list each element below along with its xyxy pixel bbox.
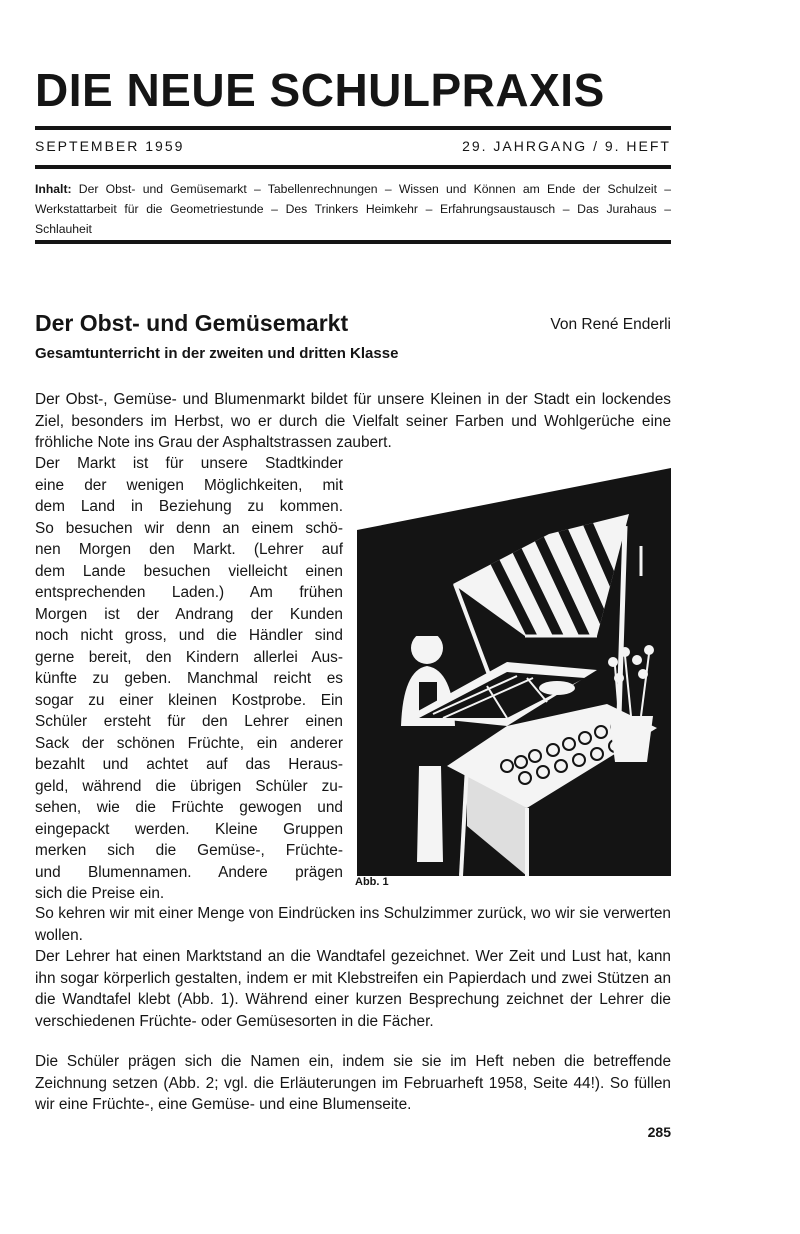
- column-paragraph: [35, 453, 343, 905]
- market-stall-drawing: [357, 466, 671, 876]
- return-paragraph: So kehren wir mit einer Menge von Eindrücken ins Schulzimmer zurück, wo wir sie verwerten wollen.: [35, 905, 671, 944]
- article-subtitle: Gesamtunterricht in der zweiten und dritten Klasse: [35, 345, 399, 362]
- contents-label: Inhalt:: [35, 182, 72, 196]
- board-paragraph: Der Lehrer hat einen Marktstand an die Wandtafel gezeichnet. Wer Zeit und Lust hat, kann ihn sogar körperlich gestalten, indem er mit Klebstreifen ein Papierdach und zwei Stützen an die Wandtafel klebt (Abb. 1). Während einer kurzen Besprechung zeichnet der Lehrer die verschiedenen Früchte- oder Gemüsesorten in die Fächer.: [35, 948, 671, 1030]
- table-of-contents: [35, 179, 671, 239]
- column-line: dem Lande besuchen vielleicht einen: [35, 562, 343, 580]
- column-line: Der Markt ist für unsere Stadtkinder: [35, 455, 343, 472]
- column-line: bezahlt und achtet auf das Heraus-: [35, 756, 343, 773]
- column-line: Sack der schönen Früchte, ein anderer: [35, 734, 343, 752]
- journal-masthead: DIE NEUE SCHULPRAXIS: [35, 64, 605, 116]
- issue-info-row: [35, 138, 671, 158]
- column-line: merken sich die Gemüse-, Früchte-: [35, 842, 343, 859]
- market-stall-illustration: [357, 466, 671, 876]
- figure-caption: Abb. 1: [355, 876, 389, 888]
- article-title: Der Obst- und Gemüsemarkt: [35, 310, 349, 336]
- issue-number: 29. JAHRGANG / 9. HEFT: [462, 138, 671, 154]
- column-line: Morgen ist der Andrang der Kunden: [35, 605, 343, 623]
- names-paragraph: Die Schüler prägen sich die Namen ein, indem sie sie im Heft neben die betreffende Zeichnung setzen (Abb. 2; vgl. die Erläuterungen im Februarheft 1958, Seite 44!). So füllen wir eine Früchte-, eine Gemüse- und eine Blumenseite.: [35, 1053, 671, 1113]
- column-line: dem Land in Beziehung zu kommen.: [35, 498, 343, 515]
- column-line: gerne bereit, den Kindern allerlei Aus-: [35, 648, 343, 666]
- column-line: Schüler ersteht für den Lehrer einen: [35, 713, 343, 730]
- masthead-rule: [35, 126, 671, 130]
- column-line: noch nicht gross, und die Händler sind: [35, 627, 343, 644]
- column-line: eingepackt werden. Kleine Gruppen: [35, 820, 343, 838]
- column-line: geld, während die übrigen Schüler zu-: [35, 777, 343, 795]
- column-line: sich die Preise ein.: [35, 885, 165, 902]
- column-line: nen Morgen den Markt. (Lehrer auf: [35, 541, 343, 558]
- page-number: 285: [647, 1124, 671, 1140]
- column-line: künfte zu geben. Manchmal reicht es: [35, 670, 343, 687]
- column-line: So besuchen wir denn an einem schö-: [35, 519, 343, 537]
- intro-paragraph: Der Obst-, Gemüse- und Blumenmarkt bildet für unsere Kleinen in der Stadt ein lockendes Ziel, besonders im Herbst, wo er durch die Vielfalt seiner Farben und Wohlgerüche eine fröhliche Note ins Grau der Asphaltstrassen zaubert.: [35, 391, 671, 451]
- issue-date: SEPTEMBER 1959: [35, 138, 185, 154]
- issue-rule: [35, 165, 671, 169]
- contents-text: Der Obst- und Gemüsemarkt – Tabellenrechnungen – Wissen und Können am Ende der Schulzeit – Werkstattarbeit für die Geometriestunde – Des Trinkers Heimkehr – Erfahrungsaustausch – Das Jurahaus – Schlauheit: [35, 182, 671, 236]
- contents-rule: [35, 240, 671, 244]
- column-line: und Blumennamen. Andere prägen: [35, 863, 343, 881]
- column-line: sogar zu einer kleinen Kostprobe. Ein: [35, 691, 343, 709]
- column-line: entsprechenden Laden.) Am frühen: [35, 584, 343, 601]
- column-line: eine der wenigen Möglichkeiten, mit: [35, 476, 343, 494]
- article-author: Von René Enderli: [550, 316, 671, 333]
- column-line: sehen, wie die Früchte gewogen und: [35, 799, 343, 816]
